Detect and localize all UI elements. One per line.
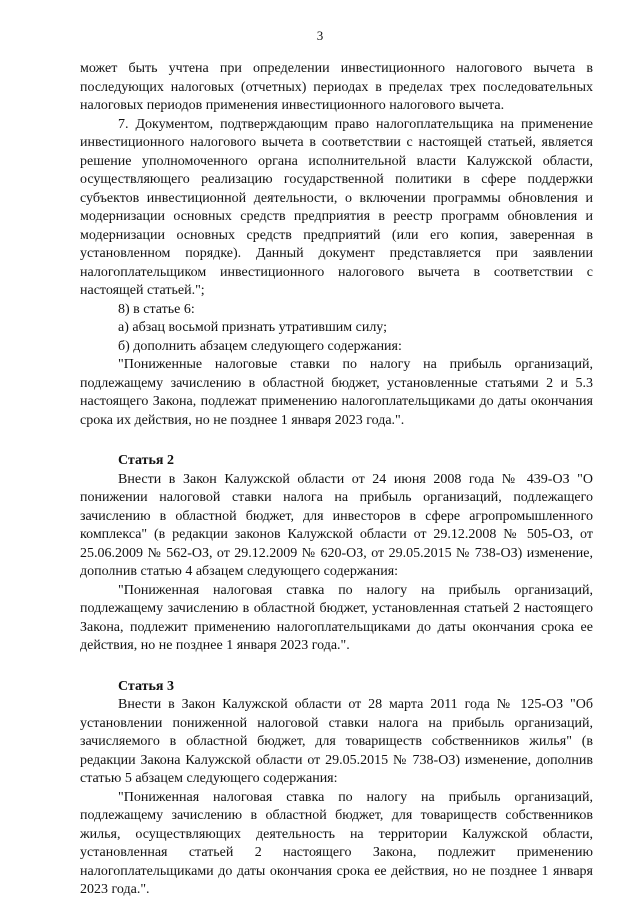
paragraph-item-8: 8) в статье 6: [118,301,195,317]
paragraph-subitem-a: а) абзац восьмой признать утратившим силу; [118,320,388,335]
spacer [80,656,593,678]
article-2-paragraph: Внести в Закон Калужской области от 24 июня 2008 года № 439-ОЗ "О понижении налоговой ставки налога на прибыль организаций, подлежащего зачислению в областной бюджет, для инвесторов в сфере агропромышленного комплекса" (в редакции законов Калужской области от 29.12.2008 № 505-ОЗ, от 25.06.2009 № 562-ОЗ, от 29.12.2009 № 620-ОЗ, от 29.05.2015 № 738-ОЗ) изменение, дополнив статью 4 абзацем следующего содержания: [80,471,593,579]
article-3-heading: Статья 3 [118,678,174,694]
article-3-paragraph: Внести в Закон Калужской области от 28 марта 2011 года № 125-ОЗ "Об установлении пониженной налоговой ставки налога на прибыль организаций, зачисляемого в областной бюджет, для товариществ собственников жилья" (в редакции Закона Калужской области от 29.05.2015 № 738-ОЗ) изменение, дополнив статью 5 абзацем следующего содержания: [80,697,593,786]
paragraph-item-7: 7. Документом, подтверждающим право налогоплательщика на применение инвестиционного налогового вычета в соответствии с настоящей статьей, является решение уполномоченного органа исполнительной власти Калужской области, осуществляющего реализацию государственной политики в сфере поддержки субъектов инвестиционной деятельности, о включении программы обновления и модернизации основных средств предприятия в реестр программ обновления и модернизации основных средств предприятий (или его копия, заверенная в установленном порядке). Данный документ представляется при заявлении налогоплательщиком инвестиционного налогового вычета в соответствии с настоящей статьей."; [80,116,593,298]
spacer [80,430,593,452]
paragraph-subitem-b: б) дополнить абзацем следующего содержания: [118,338,402,354]
page-number: 3 [316,28,324,43]
article-2-heading: Статья 2 [118,453,174,468]
paragraph-continuation: может быть учтена при определении инвестиционного налогового вычета в последующих налоговых (отчетных) периодах в пределах трех последовательных налоговых периодов применения инвестиционного налогового вычета. [80,61,593,113]
document-body [80,60,593,900]
article-2-quote: "Пониженная налоговая ставка по налогу на прибыль организаций, подлежащему зачислению в областной бюджет, установленная статьей 2 настоящего Закона, подлежит применению налогоплательщиками до даты окончания срока ее действия, но не позднее 1 января 2023 года.". [80,582,593,653]
article-3-quote: "Пониженная налоговая ставка по налогу на прибыль организаций, подлежащему зачислению в областной бюджет, для товариществ собственников жилья, осуществляющих деятельность на территории Калужской области, установленная статьей 2 настоящего Закона, подлежит применению налогоплательщиками до даты окончания срока ее действия, но не позднее 1 января 2023 года.". [80,789,593,897]
paragraph-quote-1: "Пониженные налоговые ставки по налогу на прибыль организаций, подлежащему зачислению в областной бюджет, установленные статьями 2 и 5.3 настоящего Закона, подлежат применению налогоплательщиками до даты окончания срока их действия, но не позднее 1 января 2023 года.". [80,357,593,428]
